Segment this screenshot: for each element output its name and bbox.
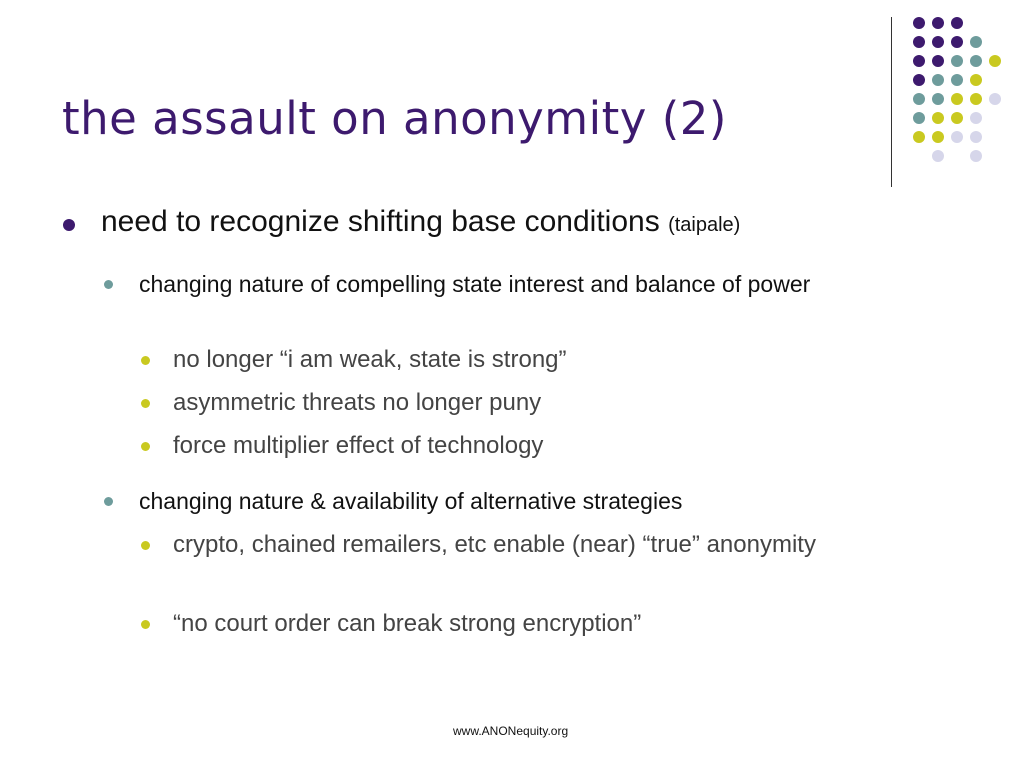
grid-dot (932, 131, 944, 143)
grid-dot (913, 74, 925, 86)
bullet-dot-level1 (63, 219, 75, 231)
sub-bullet-2: changing nature & availability of alternative strategies (139, 488, 683, 514)
grid-dot (932, 93, 944, 105)
grid-dot (970, 93, 982, 105)
grid-dot (989, 93, 1001, 105)
bullet-dot-level2 (104, 497, 113, 506)
grid-dot (970, 131, 982, 143)
grid-dot (989, 55, 1001, 67)
grid-dot (970, 36, 982, 48)
grid-dot (970, 55, 982, 67)
grid-dot (970, 74, 982, 86)
main-bullet-note: (taipale) (668, 214, 741, 236)
divider-line (891, 17, 892, 187)
bullet-dot-level3 (141, 442, 150, 451)
sub1-item-3: force multiplier effect of technology (173, 432, 544, 459)
grid-dot (951, 93, 963, 105)
grid-dot (932, 17, 944, 29)
main-bullet (101, 204, 740, 243)
sub1-item-1: no longer “i am weak, state is strong” (173, 346, 567, 373)
grid-dot (932, 74, 944, 86)
bullet-dot-level3 (141, 399, 150, 408)
grid-dot (970, 112, 982, 124)
grid-dot (951, 36, 963, 48)
grid-dot (932, 55, 944, 67)
grid-dot (932, 112, 944, 124)
grid-dot (913, 17, 925, 29)
decorative-dot-grid (0, 0, 1024, 180)
grid-dot (913, 93, 925, 105)
grid-dot (951, 112, 963, 124)
sub2-item-1: crypto, chained remailers, etc enable (near) “true” anonymity (173, 531, 816, 558)
sub1-item-2: asymmetric threats no longer puny (173, 389, 542, 416)
grid-dot (932, 36, 944, 48)
grid-dot (913, 112, 925, 124)
grid-dot (951, 55, 963, 67)
sub-bullet-1: changing nature of compelling state interest and balance of power (139, 271, 811, 297)
bullet-dot-level2 (104, 280, 113, 289)
grid-dot (913, 131, 925, 143)
footer-url: www.ANONequity.org (453, 724, 569, 738)
bullet-dot-level3 (141, 620, 150, 629)
grid-dot (970, 150, 982, 162)
grid-dot (913, 55, 925, 67)
bullet-dot-level3 (141, 541, 150, 550)
grid-dot (951, 131, 963, 143)
grid-dot (951, 74, 963, 86)
grid-dot (951, 17, 963, 29)
grid-dot (913, 36, 925, 48)
grid-dot (932, 150, 944, 162)
bullet-dot-level3 (141, 356, 150, 365)
slide-title: the assault on anonymity (2) (62, 92, 727, 145)
sub2-item-2: “no court order can break strong encryption” (173, 610, 642, 637)
main-bullet-text: need to recognize shifting base conditions (101, 205, 660, 238)
